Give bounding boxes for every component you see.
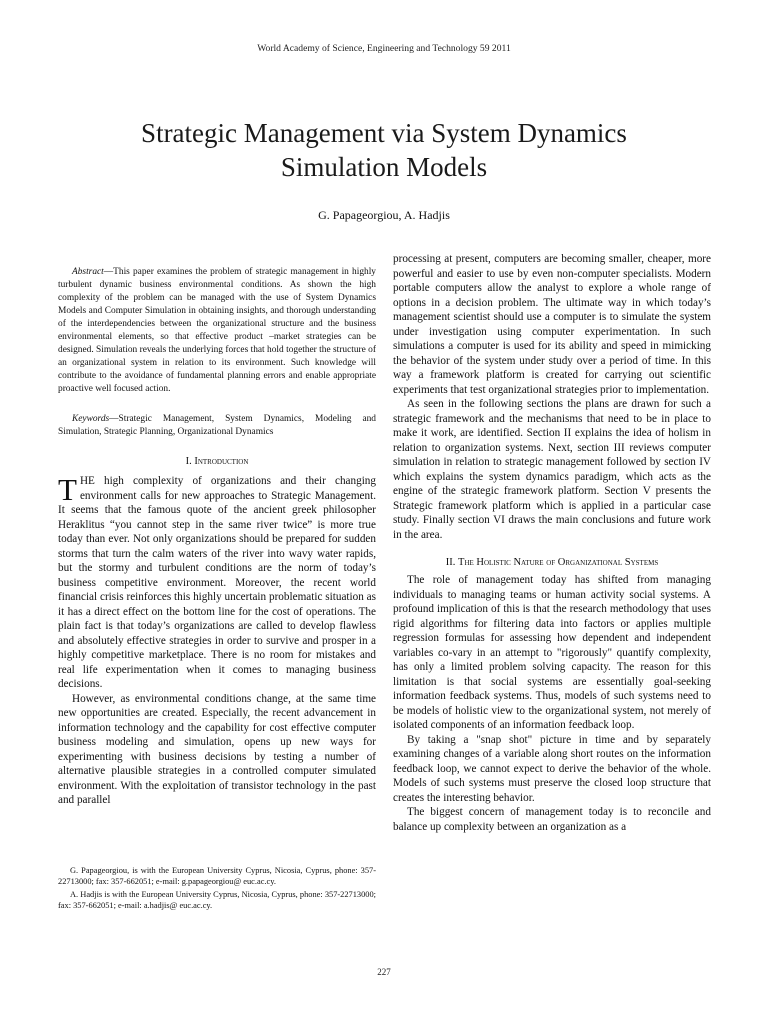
page-number: 227 xyxy=(377,967,391,977)
section-2-title: The Holistic Nature of Organizational Systems xyxy=(458,557,659,568)
running-header: World Academy of Science, Engineering and Technology 59 2011 xyxy=(257,43,511,54)
title-line-2: Simulation Models xyxy=(280,152,488,182)
abstract-dash: — xyxy=(103,267,114,277)
footnotes xyxy=(58,865,376,913)
intro-paragraph-3: As seen in the following sections the plans are drawn for such a strategic framework and the mechanisms that need to be in place to make it work, are identified. Section II explains the idea of holism in relation to organization systems. Next, section III reviews computer simulation in relation to strategic management followed by section IV which explains the system dynamics paradigm, which acts as the engine of the strategic framework platform. Section V presents the Strategic framework platform which is applied in a particular case study. Finally section VI draws the main conclusions and future work in the area. xyxy=(393,398,711,541)
intro-paragraph-1-text: HE high complexity of organizations and their changing environment calls for new approaches to Strategic Management. It seems that the famous quote of the ancient greek philosopher Heraklitus “you cannot step in the same river twice” is more true today than ever. Not only organizations should be prepared for sudden storms that turn the calm waters of the river into wavy water rapids, but the stormy and turbulent conditions are the norm of today’s business competitive environment. Moreover, the recent world financial crisis reinforces this highly uncertain problematic situation as it has a direct effect on the bottom line for the cost of operations. The plain fact is that today’s organizations are called to develop flawless and absolutely effective strategies in order to survive and prosper in a highly competitive marketplace. There is no room for mistakes and real life experimentation when it comes to managing business decisions. xyxy=(58,475,376,690)
keywords-dash: — xyxy=(109,414,119,424)
section-2-paragraph-1: The role of management today has shifted from managing individuals to managing teams or human activity social systems. A profound implication of this is that the research methodology that uses rigid algorithms for filtering data into factors or applies multiple regression formulas for assessing how dependent and independent variables co-vary in an attempt to "rigorously" quantify complexity, has only a limited problem solving capacity. The reason for this limitation is that social systems are essentially goal-seeking information feedback systems. Thus, models of such systems need to be models of holistic view to the organizational system, not merely of isolated components of an information feedback loop. xyxy=(393,574,711,731)
abstract-label: Abstract xyxy=(72,267,104,277)
abstract-text: This paper examines the problem of strategic management in highly turbulent dynamic business environmental conditions. As shown the high complexity of the problem can be managed with the use of System Dynamics Models and Computer Simulation in obtaining insights, and thorough understanding of the interdependencies between the organizational structure and the business environmental elements, so that effective product –market strategies can be designed. Simulation reveals the underlying forces that hold together the structure of an organizational system in relation to its environment. Such knowledge will contribute to the avoidance of fundamental planning errors and enable appropriate proactive well focused action. xyxy=(58,267,376,394)
authors: G. Papageorgiou, A. Hadjis xyxy=(318,208,450,222)
keywords-text: Strategic Management, System Dynamics, Modeling and Simulation, Strategic Planning, Organizational Dynamics xyxy=(58,414,376,437)
footnote-author-2: A. Hadjis is with the European University Cyprus, Nicosia, Cyprus, phone: 357-22713000; fax: 357-662051; e-mail: a.hadjis@ euc.ac.cy. xyxy=(58,890,376,910)
intro-paragraph-1 xyxy=(58,474,376,692)
left-column xyxy=(58,266,376,808)
section-2-number: II. xyxy=(445,557,456,568)
section-1-heading xyxy=(58,455,376,468)
paper-title xyxy=(60,116,708,184)
footnote-author-1: G. Papageorgiou, is with the European University Cyprus, Nicosia, Cyprus, phone: 357-22713000; fax: 357-662051; e-mail: g.papageorgiou@ euc.ac.cy. xyxy=(58,866,376,886)
title-line-1: Strategic Management via System Dynamics xyxy=(141,118,627,148)
right-column xyxy=(393,252,711,834)
section-2-paragraph-2: By taking a "snap shot" picture in time and by separately examining changes of a variable along short routes on the information feedback loop, we cannot expect to derive the behavior of the whole. Models of such systems must preserve the closed loop structure that creates the interesting behavior. xyxy=(393,733,711,804)
intro-paragraph-2: However, as environmental conditions change, at the same time new opportunities are created. Especially, the recent advancement in information technology and the capability for cost effective computer business modeling and simulation, opens up new ways for experimenting with business decisions by testing a number of alternative plausible strategies in a controlled computer simulated environment. With the exploitation of transistor technology in the past and parallel xyxy=(58,692,376,806)
keywords-label: Keywords xyxy=(72,414,110,424)
drop-cap: T xyxy=(58,472,77,507)
abstract xyxy=(58,266,376,396)
section-2-paragraph-3: The biggest concern of management today is to reconcile and balance up complexity between an organization as a xyxy=(393,806,711,833)
intro-paragraph-2-continued: processing at present, computers are becoming smaller, cheaper, more powerful and easier to use by even non-computer specialists. Modern portable computers allow the analyst to explore a whole range of options in a decision problem. The ultimate way in which today’s management scientist should use a computer is to simulate the system under investigation using computer experimentation. In such simulations a computer is used for its ability and speed in mimicking the behavior of the system under study over a period of time. In this way a framework platform is created for carrying out scientific experiments that test organizational strategies prior to implementation. xyxy=(393,253,711,396)
section-1-number: I. xyxy=(185,456,192,467)
keywords xyxy=(58,413,376,439)
section-1-title: Introduction xyxy=(194,456,249,467)
section-2-heading xyxy=(393,556,711,569)
